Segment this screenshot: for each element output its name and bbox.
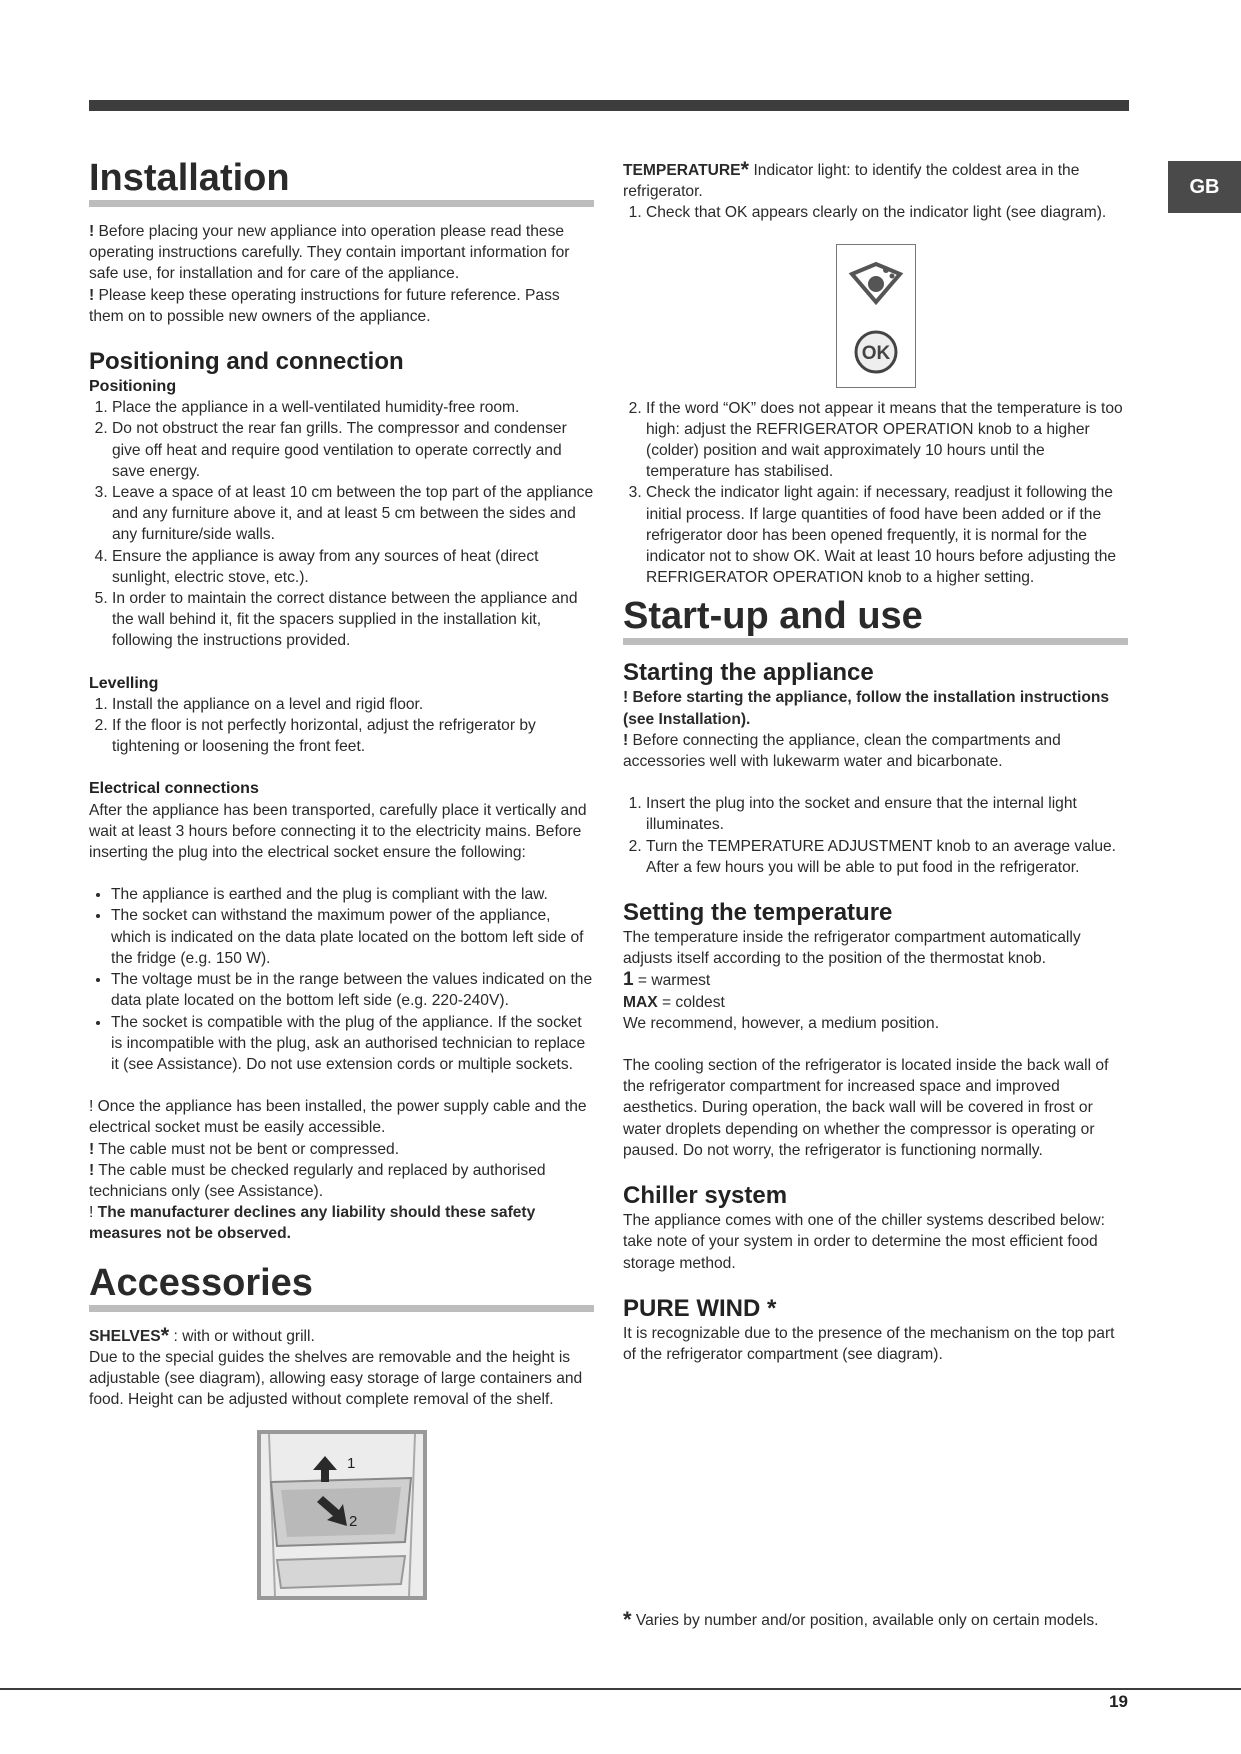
intro-paragraph-2: ! Please keep these operating instructions for future reference. Pass them on to possible new owners of the appliance. — [89, 286, 560, 325]
intro-paragraph: ! Before placing your new appliance into operation please read these operating instructions carefully. They contain important information for safe use, for installation and for care of the appliance. — [89, 223, 570, 283]
startup-cleaning: ! Before connecting the appliance, clean the compartments and accessories well with lukewarm water and bicarbonate. — [623, 731, 1061, 771]
recommend-line: We recommend, however, a medium position. — [623, 1014, 940, 1032]
list-item: • The socket can withstand the maximum power of the appliance, which is indicated on the data plate located on the bottom left side of the fridge (e.g. 150 W). — [111, 905, 594, 969]
chiller-heading: Chiller system — [623, 1182, 788, 1210]
electrical-note-2: ! The cable must not be bent or compressed. — [89, 1140, 400, 1158]
levelling-heading: Levelling — [89, 674, 159, 692]
list-item: 2. Do not obstruct the rear fan grills. The compressor and condenser give off heat and require good ventilation to operate correctly and save energy. — [112, 418, 594, 482]
levelling-list — [89, 694, 594, 758]
left-column — [89, 150, 594, 1600]
list-item: 2. Turn the TEMPERATURE ADJUSTMENT knob to an average value. After a few hours you will be able to put food in the refrigerator. — [646, 836, 1128, 878]
bottom-rule — [0, 1688, 1241, 1690]
coldest-line: MAX = coldest — [623, 993, 725, 1011]
installation-heading: Installation — [89, 158, 594, 207]
list-item: 1. Insert the plug into the socket and ensure that the internal light illuminates. — [646, 793, 1128, 835]
positioning-heading: Positioning and connection — [89, 348, 404, 376]
indicator-light-diagram — [836, 244, 916, 388]
ok-label: OK — [861, 343, 890, 365]
list-item: 4. Ensure the appliance is away from any sources of heat (direct sunlight, electric stove, etc.). — [112, 546, 594, 588]
shelves-paragraph: Due to the special guides the shelves are removable and the height is adjustable (see diagram), allowing easy storage of large containers and food. Height can be adjusted without complete removal of the shelf. — [89, 1348, 583, 1409]
language-tab: GB — [1168, 161, 1241, 213]
figure-label-2: 2 — [349, 1513, 358, 1531]
chiller-paragraph: The appliance comes with one of the chiller systems described below: take note of your system in order to determine the most efficient food storage method. — [623, 1212, 1105, 1272]
electrical-note-4: ! The manufacturer declines any liability should these safety measures not be observed. — [89, 1204, 536, 1243]
setting-heading: Setting the temperature — [623, 899, 893, 927]
list-item: 2. If the word “OK” does not appear it means that the temperature is too high: adjust the REFRIGERATOR OPERATION knob to a higher (colder) position and wait approximately 10 hours until the temperature has stabilised. — [646, 398, 1128, 483]
list-item: 5. In order to maintain the correct distance between the appliance and the wall behind it, fit the spacers supplied in the installation kit, following the instructions provided. — [112, 588, 594, 652]
top-rule — [89, 100, 1129, 111]
list-item: • The voltage must be in the range between the values indicated on the data plate located on the bottom left side (e.g. 220-240V). — [111, 969, 594, 1011]
purewind-paragraph: It is recognizable due to the presence of the mechanism on the top part of the refrigerator compartment (see diagram). — [623, 1324, 1115, 1363]
startup-warning: ! Before starting the appliance, follow the installation instructions (see Installation). — [623, 689, 1110, 728]
electrical-note-3: ! The cable must be checked regularly and replaced by authorised technicians only (see Assistance). — [89, 1161, 546, 1200]
list-item: 1. Check that OK appears clearly on the indicator light (see diagram). — [646, 202, 1128, 223]
electrical-note-1: ! Once the appliance has been installed, the power supply cable and the electrical socket must be easily accessible. — [89, 1098, 587, 1137]
list-item: 1. Place the appliance in a well-ventilated humidity-free room. — [112, 397, 594, 418]
shelves-line: SHELVES* : with or without grill. — [89, 1322, 315, 1348]
startup-heading: Start-up and use — [623, 596, 1128, 645]
list-item: 3. Leave a space of at least 10 cm between the top part of the appliance and any furniture above it, and at least 5 cm between the sides and any furniture/side walls. — [112, 482, 594, 546]
ok-badge-icon — [853, 329, 899, 375]
right-column — [623, 157, 1128, 1365]
electrical-intro: After the appliance has been transported, carefully place it vertically and wait at least 3 hours before connecting it to the electricity mains. Before inserting the plug into the electrical socket ensure the following: — [89, 801, 587, 862]
list-item: • The appliance is earthed and the plug is compliant with the law. — [111, 884, 594, 905]
setting-paragraph: The temperature inside the refrigerator compartment automatically adjusts itself according to the position of the thermostat knob. — [623, 929, 1081, 968]
list-item: 2. If the floor is not perfectly horizontal, adjust the refrigerator by tightening or loosening the front feet. — [112, 715, 594, 757]
startup-steps — [623, 793, 1128, 878]
footnote: * Varies by number and/or position, available only on certain models. — [623, 1607, 1099, 1632]
accessories-heading: Accessories — [89, 1263, 594, 1312]
list-item: 3. Check the indicator light again: if necessary, readjust it following the initial process. If large quantities of food have been added or if the refrigerator door has been opened frequently, it is normal for the indicator not to show OK. Wait at least 10 hours before adjusting the REFRIGERATOR OPERATION knob to a higher setting. — [646, 482, 1128, 588]
thermometer-icon — [846, 256, 906, 306]
shelf-diagram — [257, 1430, 427, 1600]
electrical-bullets — [89, 884, 594, 1075]
figure-label-1: 1 — [347, 1455, 356, 1473]
positioning-subheading: Positioning — [89, 378, 177, 396]
positioning-list — [89, 397, 594, 651]
shelf-illustration — [261, 1434, 423, 1596]
list-item: • The socket is compatible with the plug of the appliance. If the socket is incompatible with the plug, ask an authorised technician to replace it (see Assistance). Do not use extension cords or multiple sockets. — [111, 1012, 594, 1076]
page-number: 19 — [1109, 1692, 1128, 1711]
electrical-heading: Electrical connections — [89, 780, 259, 798]
cooling-paragraph: The cooling section of the refrigerator is located inside the back wall of the refrigerator compartment for increased space and improved aesthetics. During operation, the back wall will be covered in frost or water droplets depending on whether the compressor is operating or paused. Do not worry, the refrigerator is functioning normally. — [623, 1057, 1109, 1159]
warmest-line: 1 = warmest — [623, 969, 711, 991]
list-item: 1. Install the appliance on a level and rigid floor. — [112, 694, 594, 715]
purewind-heading: PURE WIND * — [623, 1294, 777, 1322]
temperature-steps-1 — [623, 202, 1128, 223]
temperature-steps-2 — [623, 398, 1128, 589]
temperature-indicator-intro: TEMPERATURE* Indicator light: to identify the coldest area in the refrigerator. — [623, 157, 1080, 201]
starting-heading: Starting the appliance — [623, 659, 874, 687]
